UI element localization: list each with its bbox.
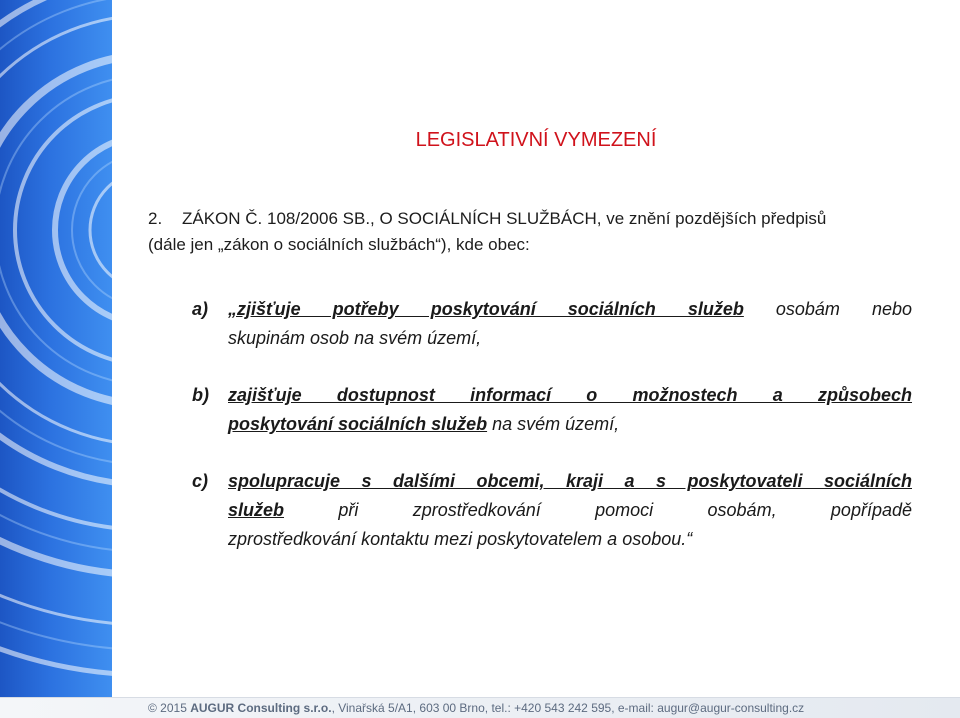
item-body bbox=[228, 467, 912, 554]
item-line bbox=[228, 410, 912, 439]
item-text: při zprostředkování pomoci osobám, popřípadě bbox=[284, 500, 912, 520]
item-strong-text: spolupracuje s dalšími obcemi, kraji a s poskytovateli sociálních bbox=[228, 471, 912, 491]
swirl-graphic bbox=[0, 0, 112, 717]
item-body bbox=[228, 295, 912, 353]
decorative-sidebar bbox=[0, 0, 112, 717]
item-line bbox=[228, 295, 912, 324]
footer-company: AUGUR Consulting s.r.o. bbox=[190, 701, 332, 715]
item-line: skupinám osob na svém území, bbox=[228, 328, 482, 348]
slide-footer bbox=[0, 697, 960, 718]
list-item bbox=[192, 295, 912, 353]
footer-text bbox=[148, 701, 804, 715]
item-strong-text: poskytování sociálních služeb bbox=[228, 414, 488, 434]
item-text: osobám nebo bbox=[743, 299, 912, 319]
item-line bbox=[228, 496, 912, 525]
item-line bbox=[228, 381, 912, 410]
item-line: zprostředkování kontaktu mezi poskytovatelem a osobou.“ bbox=[228, 529, 693, 549]
slide-content bbox=[112, 0, 960, 697]
item-marker: a) bbox=[192, 299, 209, 319]
item-strong-text: služeb bbox=[228, 500, 285, 520]
item-body bbox=[228, 381, 912, 439]
item-strong-text: „zjišťuje potřeby poskytování sociálních služeb bbox=[228, 299, 744, 319]
item-text: na svém území, bbox=[487, 414, 620, 434]
law-title-line2: (dále jen „zákon o sociálních službách“), kde obec: bbox=[148, 235, 530, 254]
item-line bbox=[228, 467, 912, 496]
item-strong-text: zajišťuje dostupnost informací o možnostech a způsobech bbox=[228, 385, 912, 405]
slide-title: LEGISLATIVNÍ VYMEZENÍ bbox=[415, 129, 657, 151]
item-marker: b) bbox=[192, 385, 209, 405]
list-item bbox=[192, 381, 912, 439]
footer-copyright: © 2015 bbox=[148, 701, 187, 715]
law-number: 2. bbox=[148, 209, 163, 228]
footer-contact: , Vinařská 5/A1, 603 00 Brno, tel.: +420 543 242 595, e-mail: augur@augur-consulting.cz bbox=[331, 701, 805, 715]
item-marker: c) bbox=[192, 471, 209, 491]
law-reference bbox=[148, 206, 928, 258]
law-title-line1: ZÁKON Č. 108/2006 SB., O SOCIÁLNÍCH SLUŽBÁCH, ve znění pozdějších předpisů bbox=[182, 209, 827, 228]
list-item bbox=[192, 467, 912, 554]
